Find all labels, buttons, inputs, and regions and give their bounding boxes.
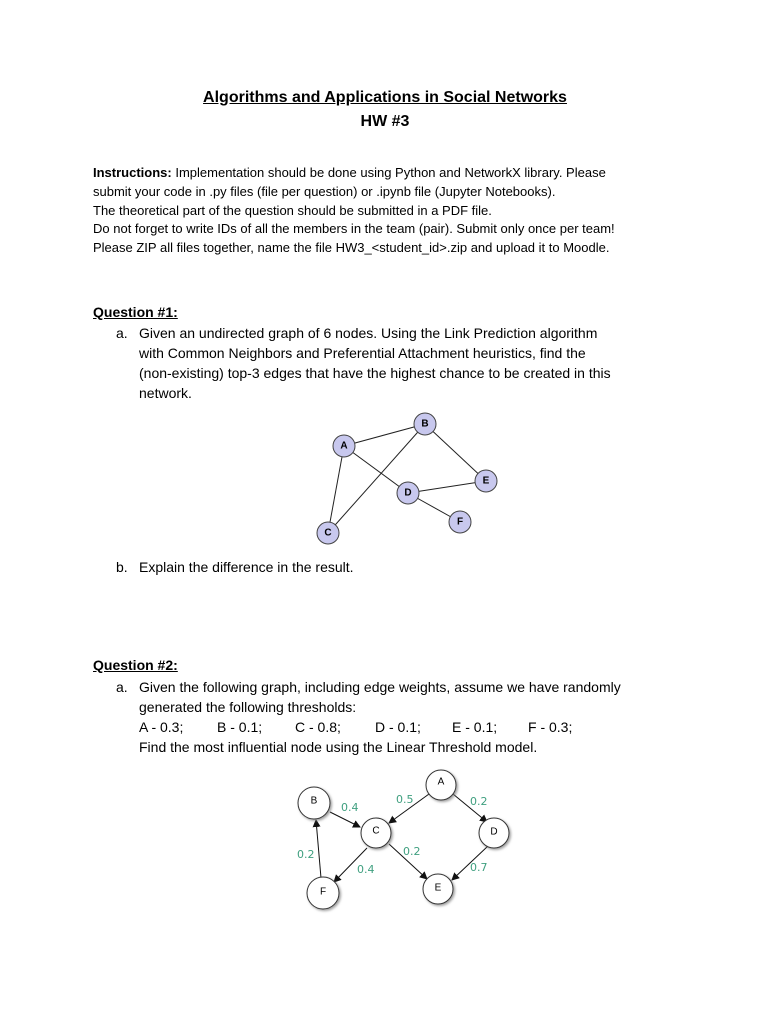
weight-d-e: 0.7 — [470, 861, 488, 874]
graph1-label-a: A — [340, 440, 348, 452]
question-2a-line-last: Find the most influential node using the Linear Threshold model. — [139, 739, 538, 755]
graph2-label-f: F — [319, 886, 327, 898]
weight-f-b: 0.2 — [297, 848, 315, 861]
graph1-label-b: B — [421, 418, 429, 430]
weight-a-d: 0.2 — [470, 795, 488, 808]
threshold-d: D - 0.1; — [375, 719, 421, 735]
doc-subtitle: HW #3 — [360, 113, 410, 130]
question-1a-line-4: network. — [139, 385, 192, 401]
weight-b-c: 0.4 — [341, 801, 359, 814]
question-2a-marker: a. — [116, 679, 128, 695]
threshold-b: B - 0.1; — [217, 719, 263, 735]
instructions-line-5: Please ZIP all files together, name the file HW3_<student_id>.zip and upload it to Moodle. — [93, 240, 610, 256]
question-1a-line-3: (non-existing) top-3 edges that have the highest chance to be created in this — [139, 365, 611, 381]
graph2-edge-f-b — [316, 820, 321, 878]
graph1-label-c: C — [324, 527, 332, 539]
question-1a-line-1: Given an undirected graph of 6 nodes. Using the Link Prediction algorithm — [139, 325, 598, 341]
question-1b-text: Explain the difference in the result. — [139, 559, 354, 575]
question-1a-marker: a. — [116, 325, 128, 341]
graph1-label-d: D — [404, 487, 412, 499]
weight-c-f: 0.4 — [357, 863, 375, 876]
graph2-label-e: E — [434, 882, 442, 894]
question-2-heading: Question #2: — [93, 657, 178, 673]
threshold-f: F - 0.3; — [528, 719, 573, 735]
weight-a-c: 0.5 — [396, 793, 414, 806]
question-1b-marker: b. — [116, 559, 128, 575]
graph2-label-a: A — [437, 776, 445, 788]
instructions-text-1: Implementation should be done using Python and NetworkX library. Please — [171, 165, 606, 180]
question-1a-line-2: with Common Neighbors and Preferential Attachment heuristics, find the — [139, 345, 586, 361]
threshold-e: E - 0.1; — [452, 719, 498, 735]
instructions-line-4: Do not forget to write IDs of all the members in the team (pair). Submit only once per team! — [93, 221, 615, 237]
graph2-edge-b-c — [330, 812, 360, 827]
instructions-line-2: submit your code in .py files (file per question) or .ipynb file (Jupyter Notebooks). — [93, 183, 556, 199]
question-1-heading: Question #1: — [93, 304, 178, 320]
graph1-label-f: F — [456, 516, 464, 528]
question-2a-line-1: Given the following graph, including edge weights, assume we have randomly — [139, 679, 621, 695]
graph2-label-c: C — [372, 825, 380, 837]
threshold-a: A - 0.3; — [139, 719, 184, 735]
graph1-label-e: E — [482, 475, 490, 487]
question-2a-line-2: generated the following thresholds: — [139, 699, 357, 715]
graph2-label-b: B — [310, 795, 318, 807]
graph2-label-d: D — [490, 826, 498, 838]
instructions-label: Instructions: — [93, 165, 172, 180]
weight-c-e: 0.2 — [403, 845, 421, 858]
instructions-line-3: The theoretical part of the question should be submitted in a PDF file. — [93, 202, 492, 218]
doc-title: Algorithms and Applications in Social Networks — [203, 89, 567, 106]
threshold-c: C - 0.8; — [295, 719, 341, 735]
